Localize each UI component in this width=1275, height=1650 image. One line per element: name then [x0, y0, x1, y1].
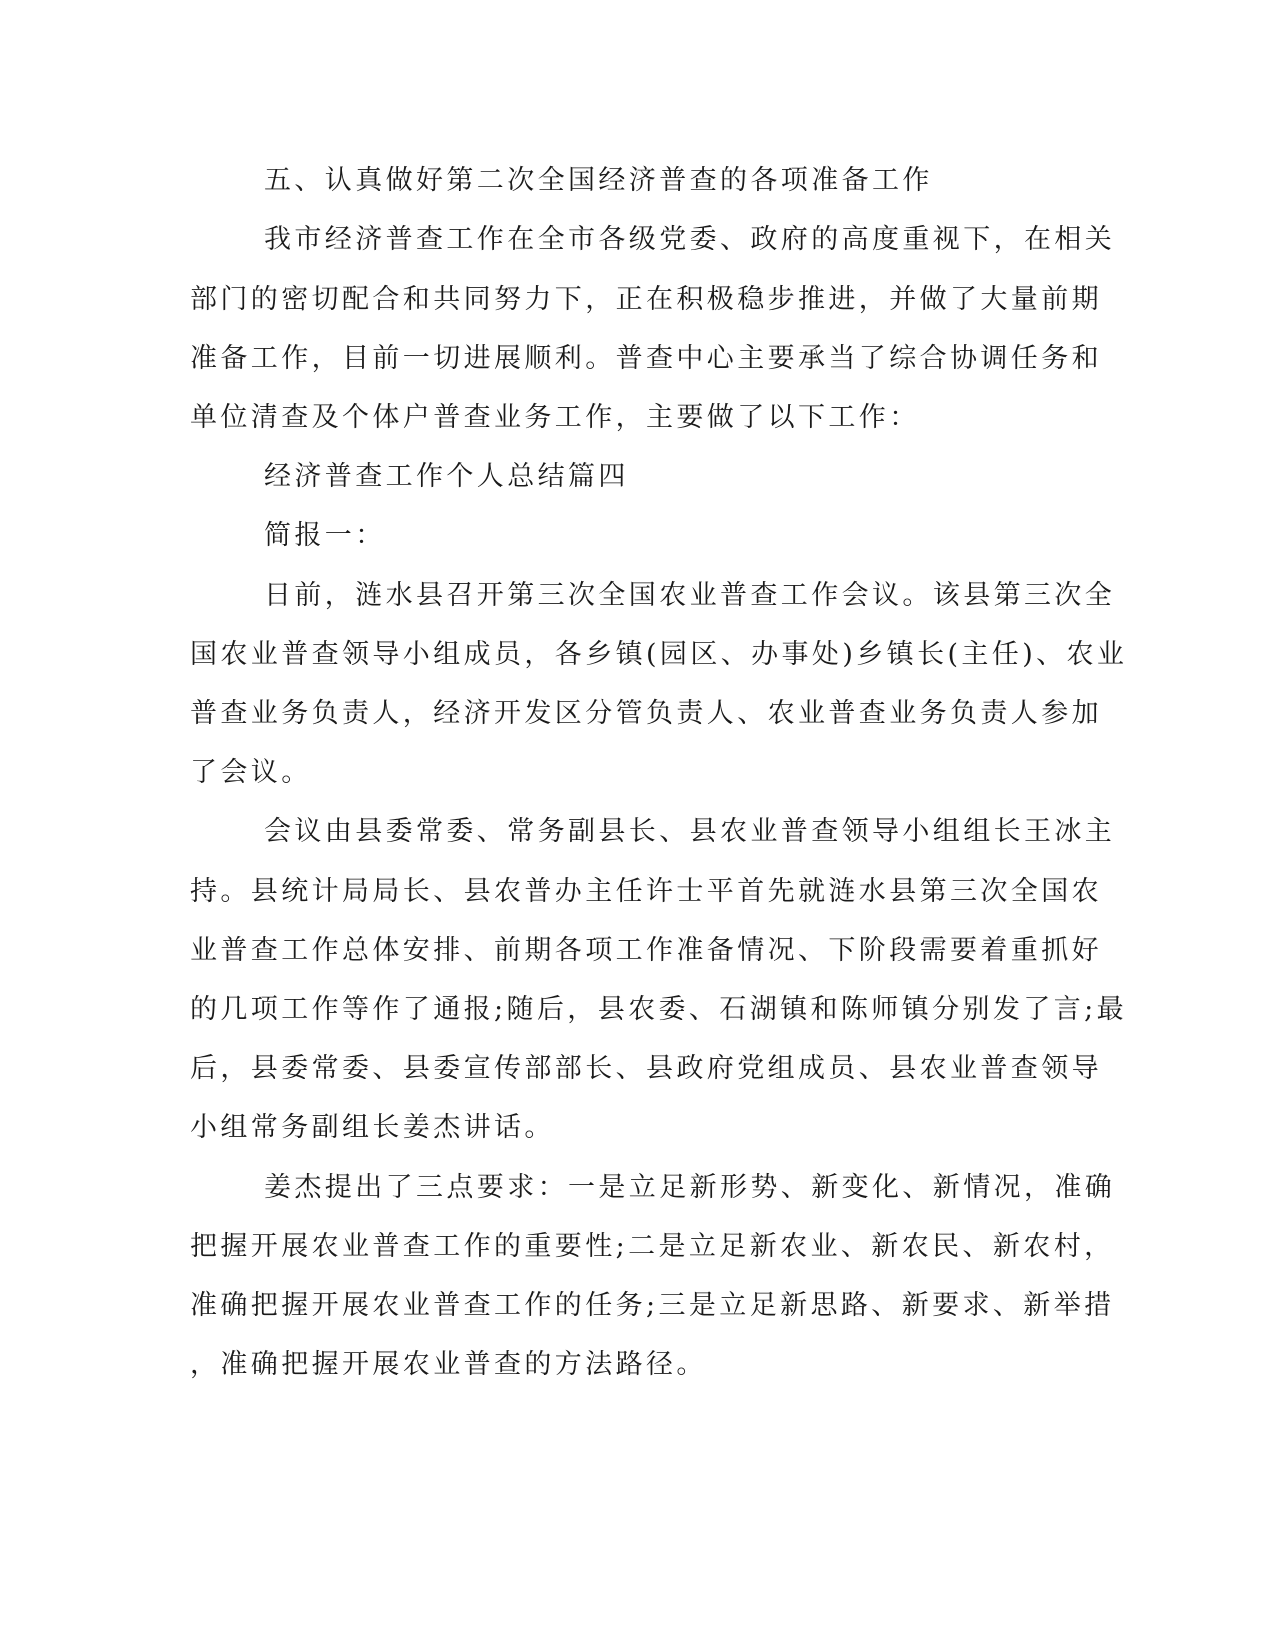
paragraph-line: 姜杰提出了三点要求：一是立足新形势、新变化、新情况，准确 — [264, 1172, 1116, 1203]
paragraph-line: 了会议。 — [190, 757, 312, 788]
paragraph-line: 普查业务负责人，经济开发区分管负责人、农业普查业务负责人参加 — [190, 698, 1102, 729]
paragraph-line: 单位清查及个体户普查业务工作，主要做了以下工作： — [190, 402, 920, 433]
section-heading: 五、认真做好第二次全国经济普查的各项准备工作 — [264, 165, 933, 196]
subheading: 简报一： — [264, 520, 386, 551]
paragraph-line: 准备工作，目前一切进展顺利。普查中心主要承当了综合协调任务和 — [190, 343, 1102, 374]
paragraph-line: 把握开展农业普查工作的重要性;二是立足新农业、新农民、新农村， — [190, 1231, 1115, 1262]
paragraph-line: ，准确把握开展农业普查的方法路径。 — [190, 1349, 707, 1380]
paragraph-line: 业普查工作总体安排、前期各项工作准备情况、下阶段需要着重抓好 — [190, 935, 1102, 966]
paragraph-line: 小组常务副组长姜杰讲话。 — [190, 1112, 555, 1143]
paragraph-line: 会议由县委常委、常务副县长、县农业普查领导小组组长王冰主 — [264, 816, 1116, 847]
paragraph-line: 后，县委常委、县委宣传部部长、县政府党组成员、县农业普查领导 — [190, 1053, 1102, 1084]
paragraph-line: 准确把握开展农业普查工作的任务;三是立足新思路、新要求、新举措 — [190, 1290, 1115, 1321]
paragraph-line: 我市经济普查工作在全市各级党委、政府的高度重视下，在相关 — [264, 224, 1116, 255]
paragraph-line: 的几项工作等作了通报;随后，县农委、石湖镇和陈师镇分别发了言;最 — [190, 994, 1127, 1025]
article-title: 经济普查工作个人总结篇四 — [264, 461, 629, 492]
paragraph-line: 国农业普查领导小组成员，各乡镇(园区、办事处)乡镇长(主任)、农业 — [190, 639, 1128, 670]
paragraph-line: 部门的密切配合和共同努力下，正在积极稳步推进，并做了大量前期 — [190, 284, 1102, 315]
paragraph-line: 持。县统计局局长、县农普办主任许士平首先就涟水县第三次全国农 — [190, 876, 1102, 907]
paragraph-line: 日前，涟水县召开第三次全国农业普查工作会议。该县第三次全 — [264, 580, 1116, 611]
